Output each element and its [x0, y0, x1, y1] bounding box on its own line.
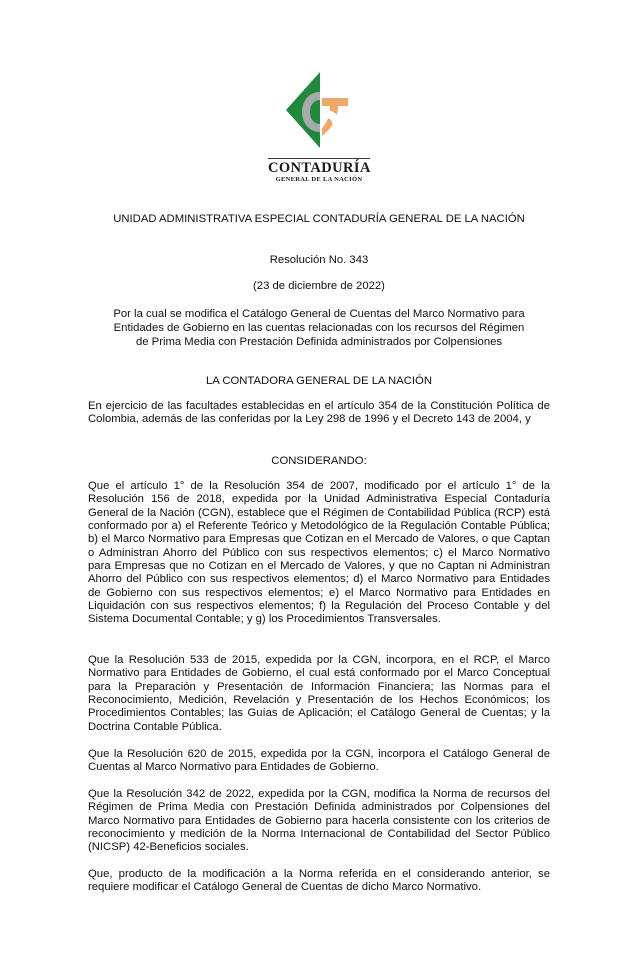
logo-subtitle: GENERAL DE LA NACIÓN: [275, 176, 363, 183]
considering-paragraph: Que la Resolución 342 de 2022, expedida por la CGN, modifica la Norma de recursos del Régimen de Prima Media con Prestación Definida administrados por Colpensiones del Marco Normativo para Entidades de Gobierno para hacerla consistente con los criterios de reconocimiento y medición de la Norma Internacional de Contabilidad del Sector Público (NICSP) 42-Beneficios sociales.: [88, 788, 550, 854]
considering-heading: CONSIDERANDO:: [271, 455, 367, 467]
logo-wordmark: CONTADURÍA: [268, 160, 371, 176]
considering-paragraph: Que la Resolución 533 de 2015, expedida por la CGN, incorpora, en el RCP, el Marco Normativo para Entidades de Gobierno, el cual está conformado por el Marco Conceptual para la Preparación y Presentación de Información Financiera; las Normas para el Reconocimiento, Medición, Revelación y Presentación de los Hechos Económicos; los Procedimientos Contables; las Guías de Aplicación; el Catálogo General de Cuentas; y la Doctrina Contable Pública.: [88, 654, 550, 733]
contaduria-emblem-icon: [282, 70, 356, 156]
summary-line: Por la cual se modifica el Catálogo General de Cuentas del Marco Normativo para: [113, 308, 525, 320]
resolution-date: (23 de diciembre de 2022): [253, 280, 385, 292]
intro-paragraph: En ejercicio de las facultades establecidas en el artículo 354 de la Constitución Política de Colombia, además de las conferidas por la Ley 298 de 1996 y el Decreto 143 de 2004, y: [88, 400, 550, 426]
contaduria-logo: [268, 70, 370, 185]
summary-line: de Prima Media con Prestación Definida administrados por Colpensiones: [135, 336, 503, 348]
resolution-number: Resolución No. 343: [269, 254, 369, 266]
authority-heading: LA CONTADORA GENERAL DE LA NACIÓN: [206, 375, 432, 387]
considering-paragraph: Que, producto de la modificación a la Norma referida en el considerando anterior, se requiere modificar el Catálogo General de Cuentas de dicho Marco Normativo.: [88, 868, 550, 894]
summary-line: Entidades de Gobierno en las cuentas relacionadas con los recursos del Régimen: [113, 322, 525, 334]
considering-paragraph: Que el artículo 1° de la Resolución 354 de 2007, modificado por el artículo 1° de la Resolución 156 de 2018, expedida por la Unidad Administrativa Especial Contaduría General de la Nación (CGN), establece que el Régimen de Contabilidad Pública (RCP) está conformado por a) el Referente Teórico y Metodológico de la Regulación Contable Pública; b) el Marco Normativo para Empresas que Cotizan en el Mercado de Valores, o que Captan o Administran Ahorro del Público con sus respectivos elementos; c) el Marco Normativo para Empresas que no Cotizan en el Mercado de Valores, y que no Captan ni Administran Ahorro del Público con sus respectivos elementos; d) el Marco Normativo para Entidades de Gobierno con sus respectivos elementos; e) el Marco Normativo para Entidades en Liquidación con sus respectivos elementos; f) la Regulación del Proceso Contable y del Sistema Documental Contable; y g) los Procedimientos Transversales.: [88, 480, 550, 626]
considering-paragraph: Que la Resolución 620 de 2015, expedida por la CGN, incorpora el Catálogo General de Cuentas al Marco Normativo para Entidades de Gobierno.: [88, 748, 550, 774]
entity-heading: UNIDAD ADMINISTRATIVA ESPECIAL CONTADURÍA GENERAL DE LA NACIÓN: [113, 213, 525, 225]
